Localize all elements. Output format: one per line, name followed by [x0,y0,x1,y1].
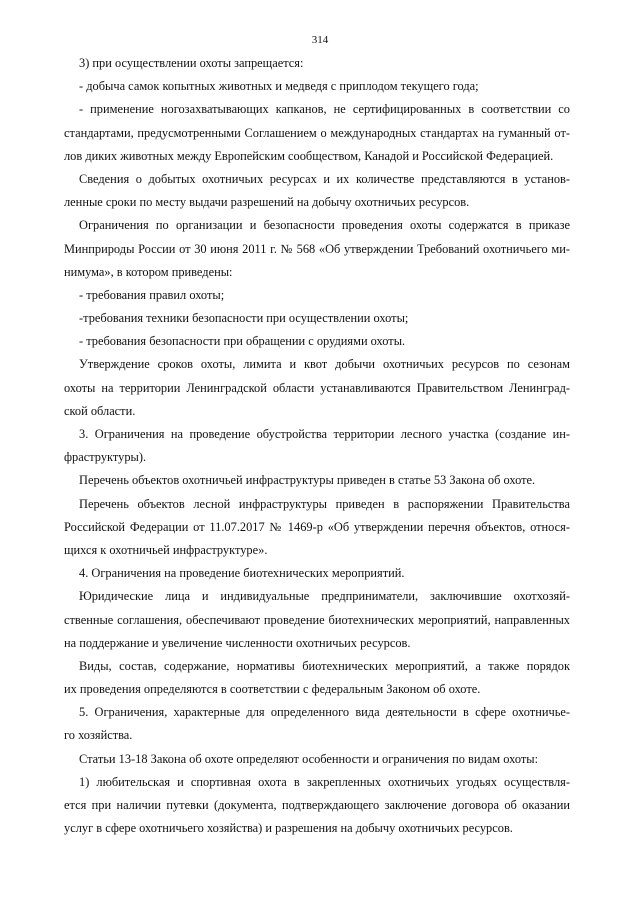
page-number: 314 [311,34,329,46]
paragraph [64,168,570,214]
text-line: Сведения о добытых охотничьих ресурсах и их количестве представляются в установ- [79,171,570,186]
paragraph [64,423,570,469]
text-line: щихся к охотничьей инфраструктуре». [64,542,268,557]
paragraph [64,214,570,284]
text-line: Статьи 13-18 Закона об охоте определяют особенности и ограничения по видам охоты: [79,751,539,766]
paragraph [64,330,570,353]
text-line: охоты на территории Ленинградской области устанавливаются Правительством Ленинград- [64,380,570,395]
text-line: - добыча самок копытных животных и медведя с приплодом текущего года; [79,79,479,94]
text-line: ленные сроки по месту выдачи разрешений на добычу охотничьих ресурсов. [64,195,470,210]
paragraph [64,52,570,75]
paragraph [64,307,570,330]
text-line: их проведения определяются в соответствии с федеральным Законом об охоте. [64,682,481,697]
page-body [64,52,570,840]
text-line: го хозяйства. [64,728,133,743]
paragraph [64,469,570,492]
text-line: на поддержание и увеличение численности охотничьих ресурсов. [64,635,411,650]
text-line: ется при наличии путевки (документа, подтверждающего заключение договора об оказании [64,798,570,812]
paragraph [64,771,570,841]
paragraph [64,284,570,307]
paragraph [64,75,570,98]
paragraph [64,493,570,563]
paragraph [64,353,570,423]
text-line: Утверждение сроков охоты, лимита и квот добычи охотничьих ресурсов по сезонам [79,357,570,372]
text-line: Минприроды России от 30 июня 2011 г. № 568 «Об утверждении Требований охотничьего ми- [64,241,570,256]
text-line: 1) любительская и спортивная охота в закрепленных охотничьих угодьях осуществля- [79,774,570,789]
paragraph [64,98,570,168]
paragraph [64,748,570,771]
text-line: 3. Ограничения на проведение обустройства территории лесного участка (создание ин- [79,427,570,441]
text-line: Перечень объектов охотничьей инфраструктуры приведен в статье 53 Закона об охоте. [79,473,536,488]
text-line: услуг в сфере охотничьего хозяйства) и разрешения на добычу охотничьих ресурсов. [64,821,513,836]
text-line: нимума», в котором приведены: [64,264,233,279]
text-line: - применение ногозахватывающих капканов, не сертифицированных в соответствии со [79,102,570,117]
text-line: - требования безопасности при обращении с орудиями охоты. [79,334,406,349]
text-line: Юридические лица и индивидуальные предприниматели, заключившие охотхозяй- [79,589,570,604]
paragraph [64,585,570,655]
text-line: стандартами, предусмотренными Соглашением о международных стандартах на гуманный от- [64,125,570,140]
text-line: ской области. [64,403,136,418]
text-line: Перечень объектов лесной инфраструктуры приведен в распоряжении Правительства [79,496,570,511]
text-line: Виды, состав, содержание, нормативы биотехнических мероприятий, а также порядок [79,658,570,673]
text-line: -требования техники безопасности при осуществлении охоты; [79,311,409,326]
text-line: лов диких животных между Европейским сообществом, Канадой и Российской Федерацией. [64,148,554,163]
paragraph [64,655,570,701]
text-line: фраструктуры). [64,450,147,465]
text-line: 3) при осуществлении охоты запрещается: [79,56,304,70]
text-line: 5. Ограничения, характерные для определенного вида деятельности в сфере охотничье- [79,705,570,720]
paragraph [64,562,570,585]
text-line: Российской Федерации от 11.07.2017 № 1469-р «Об утверждении перечня объектов, относя- [64,519,570,534]
text-line: Ограничения по организации и безопасности проведения охоты содержатся в приказе [79,218,570,233]
text-line: 4. Ограничения на проведение биотехнических мероприятий. [79,566,405,581]
paragraph [64,701,570,747]
text-line: ственные соглашения, обеспечивают проведение биотехнических мероприятий, направленных [64,612,570,627]
text-line: - требования правил охоты; [79,287,225,302]
